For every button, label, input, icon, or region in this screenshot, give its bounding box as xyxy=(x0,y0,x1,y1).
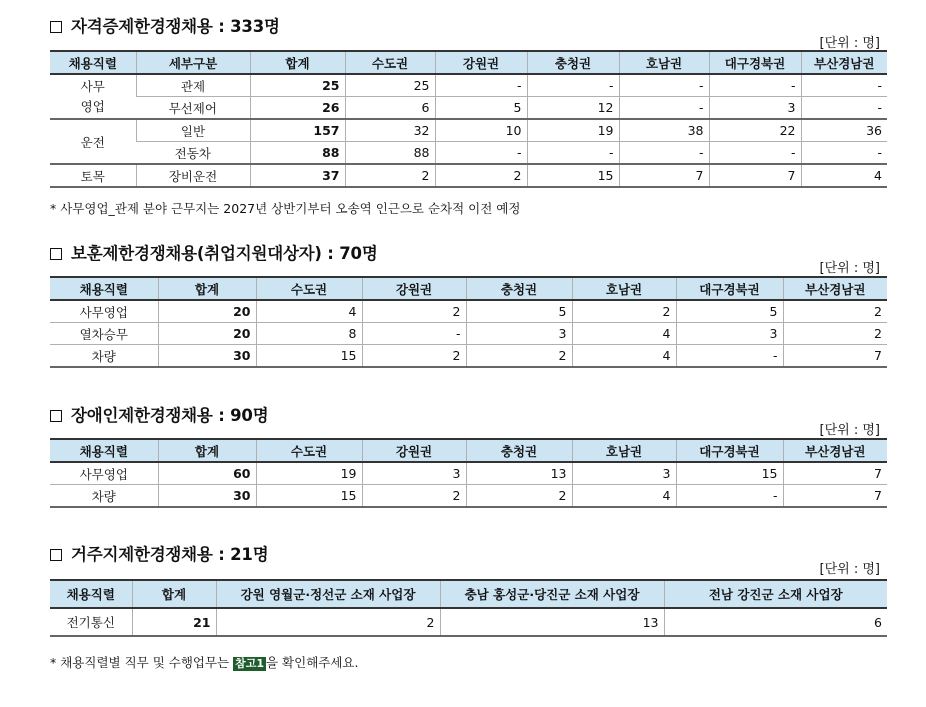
name-cell: 열차승무 xyxy=(50,323,158,345)
table-row xyxy=(50,119,887,142)
total-cell: 60 xyxy=(158,462,256,485)
value-cell: 15 xyxy=(256,485,362,508)
value-cell: 3 xyxy=(709,97,801,120)
value-cell: 15 xyxy=(676,462,783,485)
section1-table xyxy=(50,50,887,188)
table-row xyxy=(50,142,887,165)
value-cell: 3 xyxy=(362,462,466,485)
table-row xyxy=(50,345,887,368)
header-cell: 수도권 xyxy=(345,51,435,74)
header-cell: 강원권 xyxy=(362,277,466,300)
table-row xyxy=(50,74,887,97)
sub-cell: 관제 xyxy=(136,74,250,97)
total-cell: 20 xyxy=(158,323,256,345)
total-cell: 26 xyxy=(250,97,345,120)
value-cell: 7 xyxy=(783,345,887,368)
value-cell: 5 xyxy=(435,97,527,120)
table-row xyxy=(50,323,887,345)
value-cell: - xyxy=(435,74,527,97)
value-cell: 38 xyxy=(619,119,709,142)
header-cell: 부산경남권 xyxy=(801,51,887,74)
section1-note: * 사무영업_관제 분야 근무지는 2027년 상반기부터 오송역 인근으로 순차적 이전 예정 xyxy=(50,201,521,216)
header-cell: 전남 강진군 소재 사업장 xyxy=(664,580,887,608)
value-cell: 10 xyxy=(435,119,527,142)
total-cell: 37 xyxy=(250,164,345,187)
value-cell: 2 xyxy=(216,608,440,636)
value-cell: 7 xyxy=(619,164,709,187)
header-cell: 수도권 xyxy=(256,439,362,462)
value-cell: 2 xyxy=(466,345,572,368)
value-cell: - xyxy=(435,142,527,165)
value-cell: 22 xyxy=(709,119,801,142)
checkbox-square-icon xyxy=(50,21,62,33)
value-cell: 7 xyxy=(783,485,887,508)
checkbox-square-icon xyxy=(50,248,62,260)
value-cell: 4 xyxy=(572,323,676,345)
value-cell: 2 xyxy=(466,485,572,508)
sub-cell: 전동차 xyxy=(136,142,250,165)
value-cell: 5 xyxy=(466,300,572,323)
value-cell: 88 xyxy=(345,142,435,165)
value-cell: 2 xyxy=(362,345,466,368)
value-cell: 7 xyxy=(783,462,887,485)
value-cell: 13 xyxy=(466,462,572,485)
section3-unit: [단위 : 명] xyxy=(819,423,880,438)
header-cell: 충청권 xyxy=(527,51,619,74)
header-cell: 합계 xyxy=(158,439,256,462)
total-cell: 20 xyxy=(158,300,256,323)
header-cell: 호남권 xyxy=(572,439,676,462)
value-cell: 2 xyxy=(362,485,466,508)
header-cell: 합계 xyxy=(132,580,216,608)
header-cell: 대구경북권 xyxy=(709,51,801,74)
header-cell: 충남 홍성군·당진군 소재 사업장 xyxy=(440,580,664,608)
name-cell: 차량 xyxy=(50,485,158,508)
value-cell: 36 xyxy=(801,119,887,142)
header-cell: 합계 xyxy=(158,277,256,300)
header-cell: 호남권 xyxy=(619,51,709,74)
checkbox-square-icon xyxy=(50,549,62,561)
value-cell: 5 xyxy=(676,300,783,323)
total-cell: 21 xyxy=(132,608,216,636)
table-header-row xyxy=(50,439,887,462)
name-cell: 전기통신 xyxy=(50,608,132,636)
header-cell: 수도권 xyxy=(256,277,362,300)
header-cell: 강원권 xyxy=(435,51,527,74)
value-cell: 32 xyxy=(345,119,435,142)
section3-title: 장애인제한경쟁채용 : 90명 xyxy=(50,402,268,426)
value-cell: 25 xyxy=(345,74,435,97)
table-header-row xyxy=(50,277,887,300)
header-cell: 채용직렬 xyxy=(50,580,132,608)
value-cell: 4 xyxy=(572,485,676,508)
header-cell: 대구경북권 xyxy=(676,439,783,462)
header-cell: 합계 xyxy=(250,51,345,74)
value-cell: 12 xyxy=(527,97,619,120)
value-cell: - xyxy=(619,142,709,165)
section2-title: 보훈제한경쟁채용(취업지원대상자) : 70명 xyxy=(50,240,378,264)
name-cell: 사무영업 xyxy=(50,300,158,323)
table-header-row xyxy=(50,580,887,608)
header-cell: 충청권 xyxy=(466,277,572,300)
value-cell: - xyxy=(619,74,709,97)
table-row xyxy=(50,608,887,636)
table-header-row xyxy=(50,51,887,74)
table-row xyxy=(50,485,887,508)
value-cell: - xyxy=(676,485,783,508)
section3-table xyxy=(50,438,887,508)
name-cell: 사무영업 xyxy=(50,462,158,485)
header-cell: 강원 영월군·정선군 소재 사업장 xyxy=(216,580,440,608)
value-cell: 2 xyxy=(362,300,466,323)
value-cell: - xyxy=(676,345,783,368)
total-cell: 30 xyxy=(158,485,256,508)
value-cell: 2 xyxy=(572,300,676,323)
value-cell: 4 xyxy=(801,164,887,187)
header-cell: 부산경남권 xyxy=(783,439,887,462)
value-cell: 2 xyxy=(783,323,887,345)
value-cell: 6 xyxy=(345,97,435,120)
value-cell: 2 xyxy=(783,300,887,323)
table-row xyxy=(50,300,887,323)
header-cell: 충청권 xyxy=(466,439,572,462)
section4-table xyxy=(50,579,887,637)
value-cell: 15 xyxy=(527,164,619,187)
value-cell: - xyxy=(527,142,619,165)
section1-unit: [단위 : 명] xyxy=(819,36,880,51)
table-row xyxy=(50,97,887,120)
header-cell: 강원권 xyxy=(362,439,466,462)
header-cell: 채용직렬 xyxy=(50,51,136,74)
header-cell: 채용직렬 xyxy=(50,277,158,300)
total-cell: 30 xyxy=(158,345,256,368)
value-cell: 7 xyxy=(709,164,801,187)
table-row xyxy=(50,164,887,187)
sub-cell: 무선제어 xyxy=(136,97,250,120)
value-cell: - xyxy=(362,323,466,345)
value-cell: 4 xyxy=(572,345,676,368)
value-cell: - xyxy=(619,97,709,120)
total-cell: 25 xyxy=(250,74,345,97)
header-cell: 부산경남권 xyxy=(783,277,887,300)
value-cell: - xyxy=(801,74,887,97)
section2-table xyxy=(50,276,887,368)
value-cell: 8 xyxy=(256,323,362,345)
sub-cell: 일반 xyxy=(136,119,250,142)
value-cell: 19 xyxy=(527,119,619,142)
group-cell: 운전 xyxy=(50,119,136,164)
value-cell: 15 xyxy=(256,345,362,368)
section2-unit: [단위 : 명] xyxy=(819,261,880,276)
group-cell: 사무 영업 xyxy=(50,74,136,119)
section1-title: 자격증제한경쟁채용 : 333명 xyxy=(50,13,280,37)
value-cell: 13 xyxy=(440,608,664,636)
value-cell: - xyxy=(709,142,801,165)
value-cell: - xyxy=(709,74,801,97)
total-cell: 157 xyxy=(250,119,345,142)
total-cell: 88 xyxy=(250,142,345,165)
value-cell: - xyxy=(527,74,619,97)
group-cell: 토목 xyxy=(50,164,136,187)
reference-badge: 참고1 xyxy=(235,657,264,670)
value-cell: 6 xyxy=(664,608,887,636)
value-cell: 3 xyxy=(466,323,572,345)
header-cell: 호남권 xyxy=(572,277,676,300)
value-cell: - xyxy=(801,142,887,165)
section4-unit: [단위 : 명] xyxy=(819,562,880,577)
value-cell: 3 xyxy=(572,462,676,485)
header-cell: 세부구분 xyxy=(136,51,250,74)
sub-cell: 장비운전 xyxy=(136,164,250,187)
checkbox-square-icon xyxy=(50,410,62,422)
value-cell: 19 xyxy=(256,462,362,485)
value-cell: 3 xyxy=(676,323,783,345)
footer-note: * 채용직렬별 직무 및 수행업무는 참고1 을 확인해주세요. xyxy=(50,655,359,670)
value-cell: 2 xyxy=(435,164,527,187)
section4-title: 거주지제한경쟁채용 : 21명 xyxy=(50,541,268,565)
name-cell: 차량 xyxy=(50,345,158,368)
value-cell: 2 xyxy=(345,164,435,187)
header-cell: 채용직렬 xyxy=(50,439,158,462)
value-cell: 4 xyxy=(256,300,362,323)
value-cell: - xyxy=(801,97,887,120)
header-cell: 대구경북권 xyxy=(676,277,783,300)
table-row xyxy=(50,462,887,485)
